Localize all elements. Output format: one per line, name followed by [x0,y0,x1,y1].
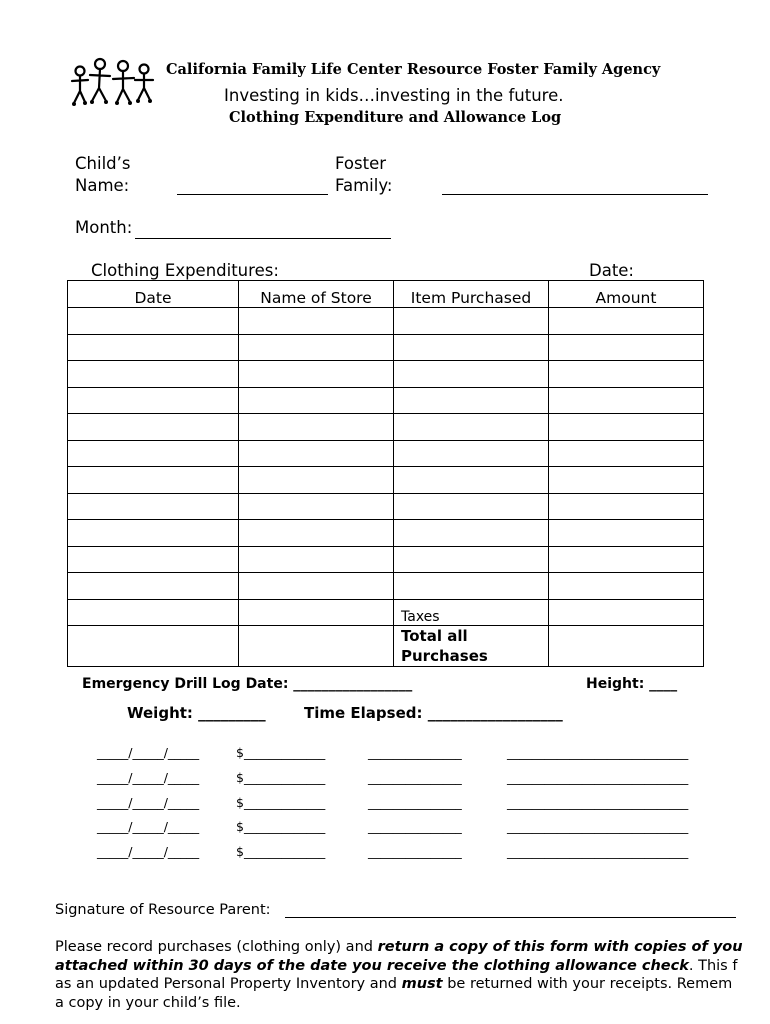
cell-store[interactable] [239,334,394,361]
cell-item[interactable] [394,361,549,388]
note-text: a copy in your child’s file. [55,994,241,1011]
cell-amount[interactable] [549,308,704,335]
cell-item[interactable] [394,546,549,573]
clothing-expenditures-label: Clothing Expenditures: [91,261,279,280]
cell-store[interactable] [239,308,394,335]
cell-item[interactable] [394,573,549,600]
note-line2 [55,957,743,976]
cell-item[interactable] [394,520,549,547]
childs-name-label-line1: Child’s [75,154,131,173]
table-header-row [68,281,704,308]
cell-amount[interactable] [549,440,704,467]
childs-name-label [75,153,130,197]
cell-date[interactable] [68,440,239,467]
cell-date[interactable] [68,599,239,626]
tagline: Investing in kids…investing in the future. [224,86,564,105]
foster-family-label-line1: Foster [335,154,386,173]
drill-amount-blank[interactable]: $_____________ [236,819,326,834]
table-row [68,546,704,573]
cell-store[interactable] [239,573,394,600]
note-emphasis: attached within 30 days of the date you receive the clothing allowance check [55,957,689,974]
cell-store[interactable] [239,599,394,626]
cell-item[interactable] [394,493,549,520]
cell-item[interactable] [394,308,549,335]
note-emphasis: must [401,976,443,992]
table-row [68,414,704,441]
drill-blank-mid[interactable]: _______________ [368,770,462,785]
cell-store[interactable] [239,467,394,494]
drill-date-blank[interactable]: _____/_____/_____ [97,795,200,810]
cell-amount[interactable] [549,493,704,520]
col-header-store: Name of Store [239,281,394,308]
cell-amount[interactable] [549,361,704,388]
cell-store[interactable] [239,414,394,441]
note-text: . This f [688,957,738,974]
height-field: Height: ____ [586,676,678,692]
taxes-label: Taxes [394,599,549,626]
cell-item[interactable] [394,414,549,441]
table-row [68,387,704,414]
emergency-drill-date: Emergency Drill Log Date: _________________ [82,676,413,692]
cell-store[interactable] [239,440,394,467]
note-line1 [55,938,743,957]
drill-blank-long[interactable]: _____________________________ [507,745,689,760]
month-label: Month: [75,218,133,237]
total-amount[interactable] [549,626,704,667]
month-field[interactable] [135,238,391,239]
cell-date[interactable] [68,334,239,361]
table-row [68,573,704,600]
total-label-line2: Purchases [401,647,488,665]
cell-store[interactable] [239,361,394,388]
table-row [68,440,704,467]
col-header-amount: Amount [549,281,704,308]
signature-label [55,902,271,918]
cell-item[interactable] [394,334,549,361]
time-elapsed-field: Time Elapsed: __________________ [304,704,563,722]
drill-blank-long[interactable]: _____________________________ [507,819,689,834]
taxes-amount[interactable] [549,599,704,626]
cell-date[interactable] [68,387,239,414]
cell-date[interactable] [68,520,239,547]
cell-date[interactable] [68,546,239,573]
cell-store[interactable] [239,387,394,414]
table-row [68,308,704,335]
cell-date[interactable] [68,467,239,494]
expenditure-table [67,280,704,667]
cell-date[interactable] [68,414,239,441]
cell-item[interactable] [394,467,549,494]
drill-date-blank[interactable]: _____/_____/_____ [97,745,200,760]
note-line3 [55,975,743,994]
col-header-date: Date [68,281,239,308]
cell-date[interactable] [68,573,239,600]
cell-item[interactable] [394,440,549,467]
drill-blank-long[interactable]: _____________________________ [507,844,689,859]
cell-amount[interactable] [549,467,704,494]
signature-label-text: Signature of Resource Parent: [55,902,271,918]
weight-field: Weight: _________ [127,704,266,722]
cell-date[interactable] [68,308,239,335]
note-text: be returned with your receipts. Remem [442,976,733,992]
drill-blank-mid[interactable]: _______________ [368,745,462,760]
table-row [68,361,704,388]
cell-store[interactable] [239,546,394,573]
foster-family-label-line2: Family: [335,176,393,195]
agency-name: California Family Life Center Resource Foster Family Agency [166,61,661,78]
cell-date[interactable] [68,626,239,667]
cell-amount[interactable] [549,573,704,600]
drill-amount-blank[interactable]: $_____________ [236,745,326,760]
drill-amount-blank[interactable]: $_____________ [236,795,326,810]
drill-blank-mid[interactable]: _______________ [368,819,462,834]
drill-blank-mid[interactable]: _______________ [368,844,462,859]
date-label: Date: [589,261,634,280]
col-header-item: Item Purchased [394,281,549,308]
cell-store[interactable] [239,493,394,520]
signature-field[interactable] [285,917,736,918]
form-title: Clothing Expenditure and Allowance Log [229,109,562,126]
foster-family-field[interactable] [442,194,708,195]
note-emphasis: return a copy of this form with copies of you [377,939,743,955]
cell-store[interactable] [239,626,394,667]
drill-date-blank[interactable]: _____/_____/_____ [97,844,200,859]
drill-blank-long[interactable]: _____________________________ [507,795,689,810]
drill-date-blank[interactable]: _____/_____/_____ [97,770,200,785]
cell-amount[interactable] [549,520,704,547]
cell-amount[interactable] [549,546,704,573]
cell-item[interactable] [394,387,549,414]
drill-blank-mid[interactable]: _______________ [368,795,462,810]
childs-name-label-line2: Name: [75,176,130,195]
cell-amount[interactable] [549,387,704,414]
drill-amount-blank[interactable]: $_____________ [236,844,326,859]
total-label-line1: Total all [401,627,468,645]
table-row [68,334,704,361]
childs-name-field[interactable] [177,194,328,195]
foster-family-label [335,153,392,197]
cell-date[interactable] [68,493,239,520]
drill-blank-long[interactable]: _____________________________ [507,770,689,785]
table-row [68,493,704,520]
table-row [68,467,704,494]
instructions-note [55,938,743,1012]
drill-amount-blank[interactable]: $_____________ [236,770,326,785]
cell-store[interactable] [239,520,394,547]
total-row [68,626,704,667]
note-line4 [55,994,743,1013]
taxes-row [68,599,704,626]
cell-date[interactable] [68,361,239,388]
cell-amount[interactable] [549,414,704,441]
table-row [68,520,704,547]
total-label [394,626,549,667]
note-text: as an updated Personal Property Inventory and [55,976,402,992]
cell-amount[interactable] [549,334,704,361]
note-text: Please record purchases (clothing only) and [55,939,378,955]
drill-date-blank[interactable]: _____/_____/_____ [97,819,200,834]
agency-logo [68,55,158,111]
